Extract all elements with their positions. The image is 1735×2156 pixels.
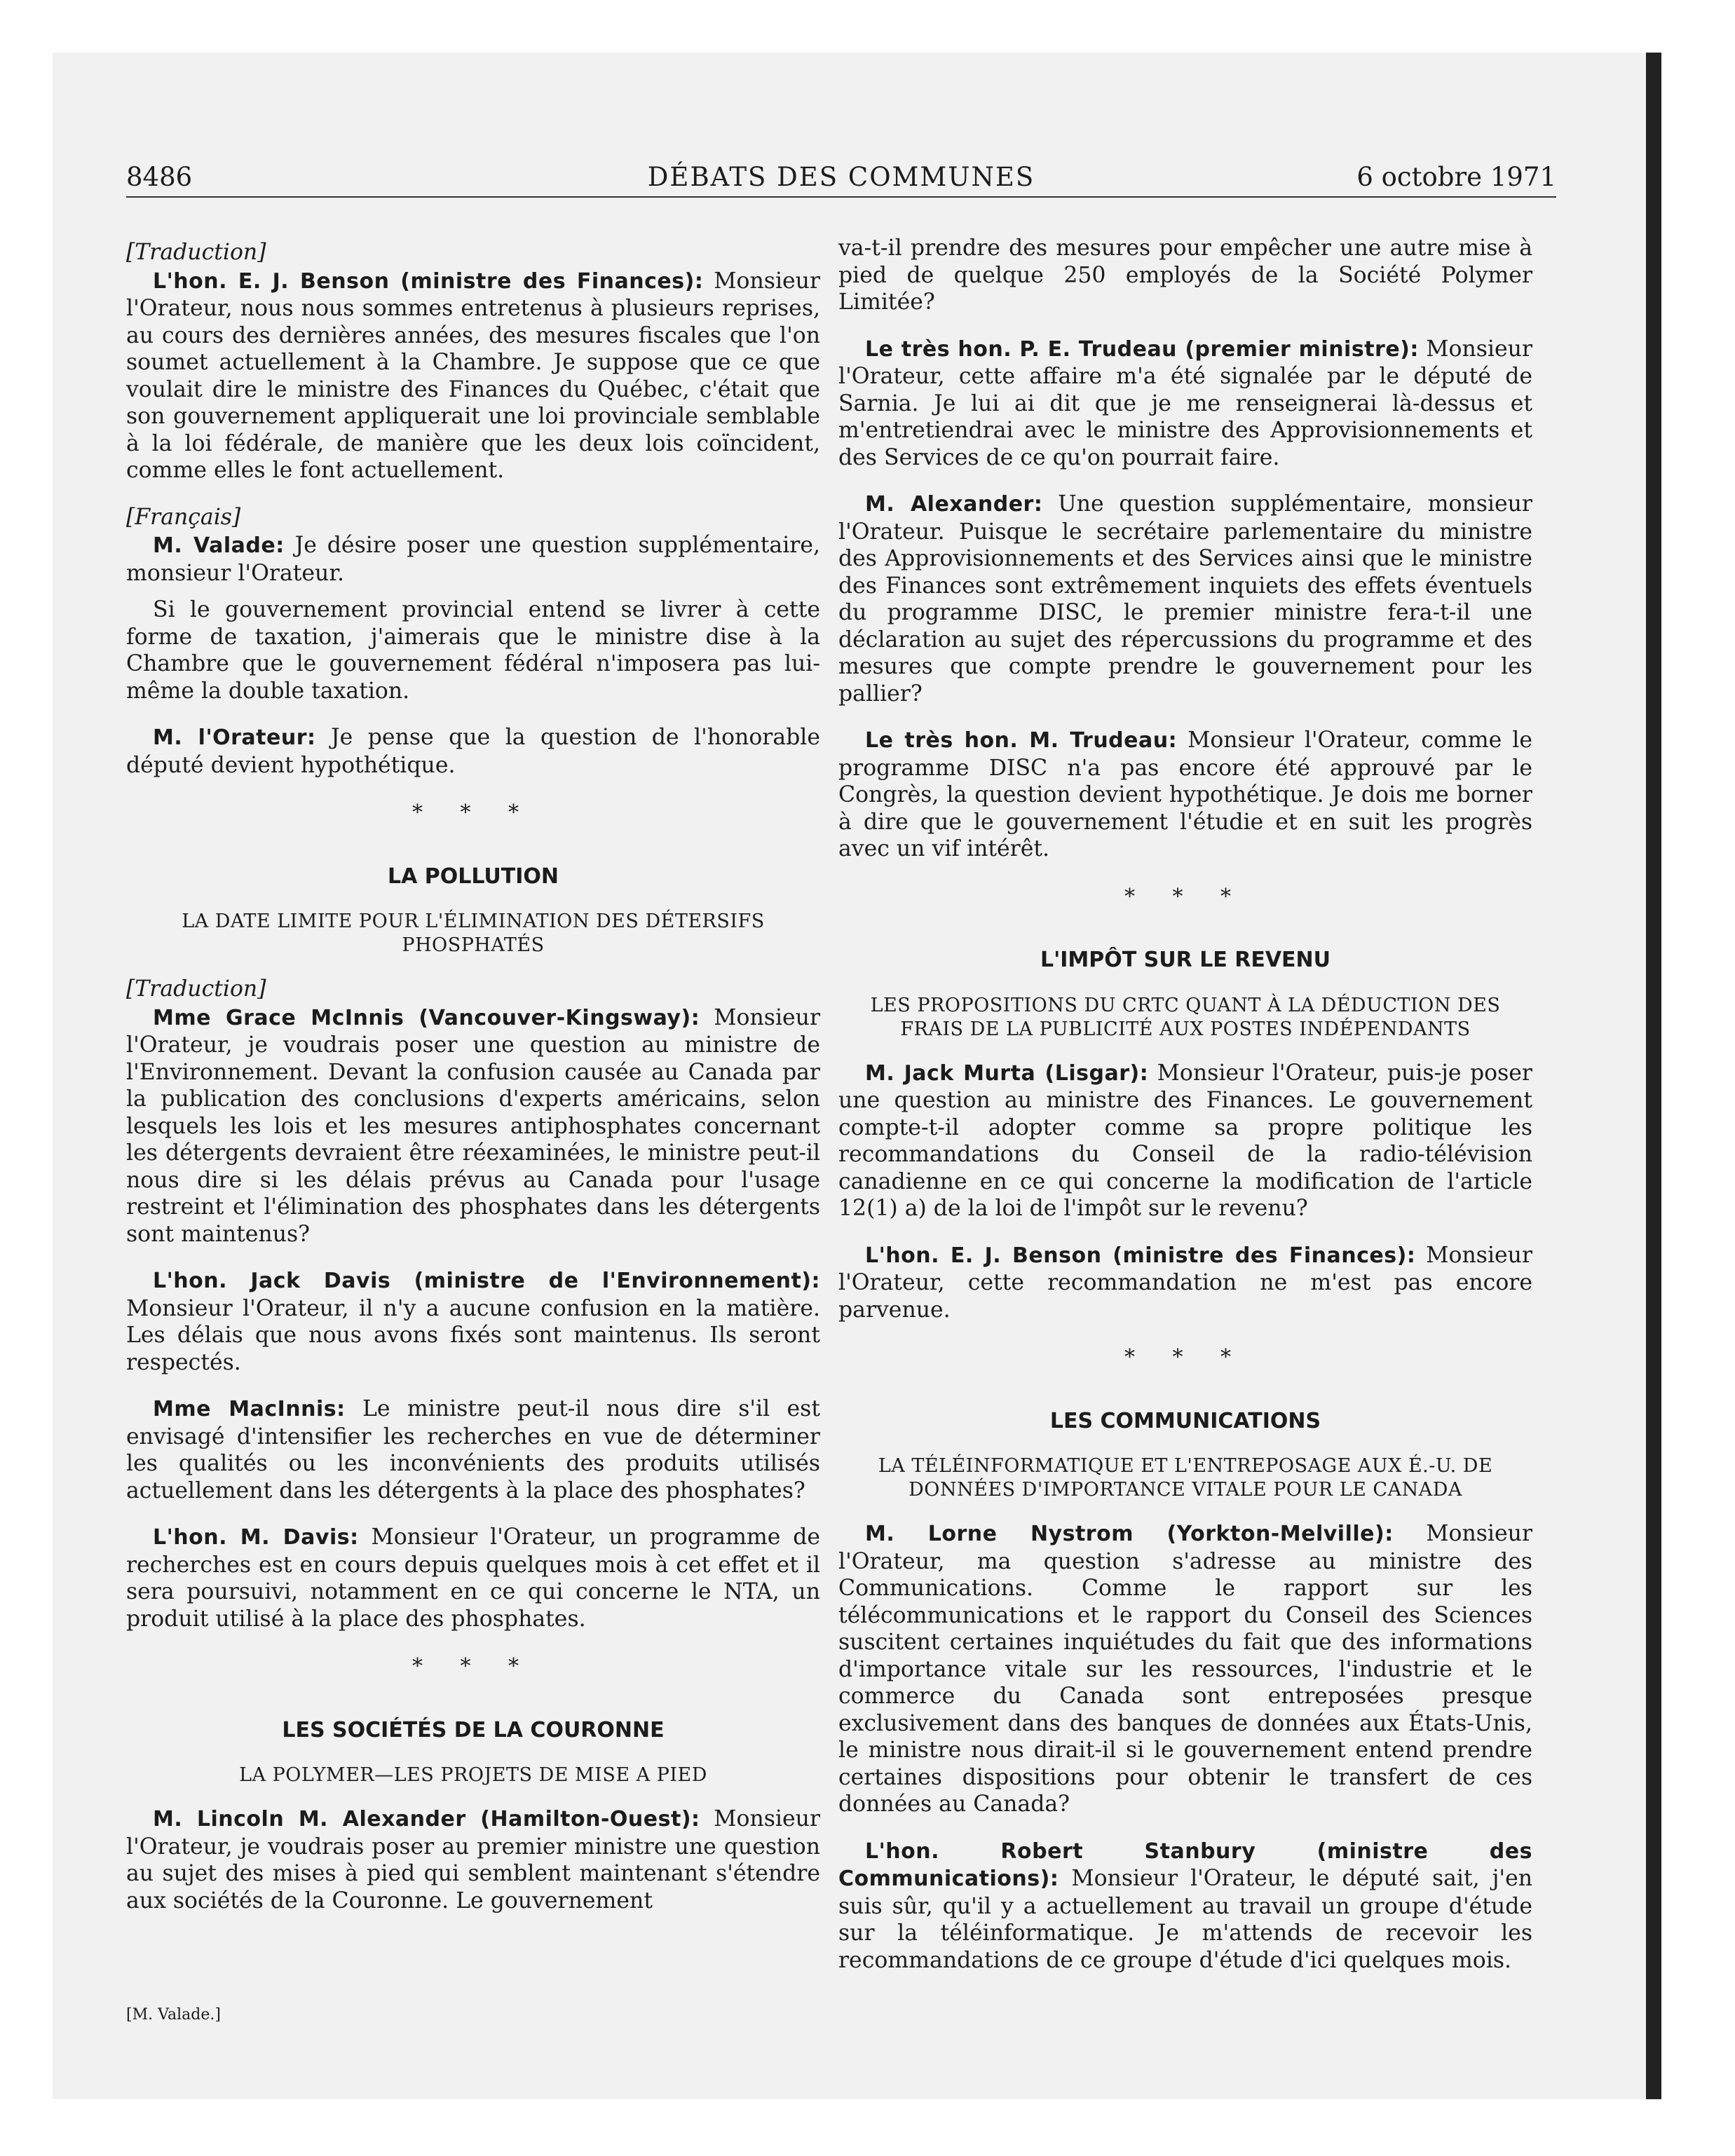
- paragraph: [838, 491, 1532, 707]
- speech-text: Monsieur l'Orateur, cette affaire m'a été signalée par le député de Sarnia. Je lui ai dit que je me renseignerai là-dessus et m'entretiendrai avec le ministre des Approvisionnements et des Services de ce qu'on pourrait faire.: [838, 336, 1532, 470]
- paragraph: [126, 1267, 820, 1376]
- paragraph: [126, 596, 820, 704]
- speaker-name: M. Valade:: [153, 533, 285, 558]
- speech-text: Je désire poser une question supplémentaire, monsieur l'Orateur.: [126, 533, 820, 586]
- paragraph: [126, 724, 820, 779]
- speech-text: Monsieur l'Orateur, comme le programme DISC n'a pas encore été approuvé par le Congrès, la question devient hypothétique. Je dois me borner à dire que le gouvernement l'étudie et en suit les progrès avec un vif intérêt.: [838, 728, 1532, 861]
- section-heading: LA POLLUTION: [387, 864, 559, 889]
- speech-text: Monsieur l'Orateur, je voudrais poser une question au ministre de l'Environnement. Devant la confusion causée au Canada par la publication des conclusions d'experts américains, selon lesquels les lois et les mesures antiphosphates concernant les détergents devraient être réexaminées, le ministre peut-il nous dire si les délais prévus au Canada pour l'usage restreint et l'élimination des phosphates dans les détergents sont maintenus?: [126, 1004, 821, 1247]
- issue-date: 6 octobre 1971: [1356, 162, 1556, 192]
- footnote: [M. Valade.]: [126, 2006, 221, 2024]
- speech-text: Monsieur l'Orateur, ma question s'adresse au ministre des Communications. Comme le rapport sur les télécommunications et le rapport du Conseil des Sciences suscitent certaines inquiétudes du fait que des informations d'importance vitale sur les ressources, l'industrie et le commerce du Canada sont entreposées presque exclusivement dans des banques de données aux États-Unis, le ministre nous dirait-il si le gouvernement entend prendre certaines dispositions pour obtenir le transfert de ces données au Canada?: [838, 1521, 1532, 1817]
- speaker-name: Le très hon. M. Trudeau:: [865, 728, 1178, 753]
- page-header: [126, 160, 1556, 198]
- publication-title: DÉBATS DES COMMUNES: [647, 162, 1035, 192]
- speaker-name: Le très hon. P. E. Trudeau (premier ministre):: [865, 336, 1419, 362]
- speaker-name: L'hon. Jack Davis (ministre de l'Environnement):: [153, 1269, 820, 1293]
- paragraph: [838, 235, 1532, 316]
- speech-text: Monsieur l'Orateur, puis-je poser une question au ministre des Finances. Le gouvernement compte-t-il adopter comme sa propre politique les recommandations du Conseil de la radio-télévision canadienne en ce qui concerne la modification de l'article 12(1) a) de la loi de l'impôt sur le revenu?: [838, 1060, 1532, 1221]
- section-heading: LES COMMUNICATIONS: [1049, 1408, 1321, 1433]
- speech-text: Monsieur l'Orateur, je voudrais poser au premier ministre une question au sujet des mises à pied qui semblent maintenant s'étendre aux sociétés de la Couronne. Le gouvernement: [126, 1806, 820, 1913]
- speech-text: Monsieur l'Orateur, cette recommandation ne m'est pas encore parvenue.: [838, 1242, 1533, 1323]
- speech-text: Monsieur l'Orateur, le député sait, j'en suis sûr, qu'il y a actuellement au travail un groupe d'étude sur la téléinformatique. Je m'attends de recevoir les recommandations de ce groupe d'étude d'ici quelques mois.: [838, 1866, 1533, 1973]
- right-column: [838, 235, 1532, 1993]
- speaker-name: M. Alexander:: [865, 492, 1043, 517]
- left-column: [126, 235, 820, 1934]
- paragraph: [126, 1806, 820, 1914]
- paragraph: [126, 268, 820, 484]
- page-number: 8486: [126, 162, 193, 192]
- speaker-name: M. Jack Murta (Lisgar):: [865, 1060, 1149, 1086]
- section-subheading: LA DATE LIMITE POUR L'ÉLIMINATION DES DÉTERSIFS PHOSPHATÉS: [182, 910, 765, 956]
- section-heading: LES SOCIÉTÉS DE LA COURONNE: [282, 1717, 665, 1742]
- paragraph: [126, 532, 820, 587]
- language-tag: [Traduction]: [126, 240, 266, 265]
- speaker-name: Mme MacInnis:: [153, 1397, 346, 1421]
- speech-text: va-t-il prendre des mesures pour empêcher une autre mise à pied de quelque 250 employés de la Société Polymer Limitée?: [838, 236, 1532, 315]
- speech-text: Monsieur l'Orateur, nous nous sommes entretenus à plusieurs reprises, au cours des dernières années, des mesures fiscales que l'on soumet actuellement à la Chambre. Je suppose que ce que voulait dire le ministre des Finances du Québec, c'était que son gouvernement appliquerait une loi provinciale semblable à la loi fédérale, de manière que les deux lois coïncident, comme elles le font actuellement.: [126, 268, 821, 483]
- paragraph: [126, 1396, 820, 1504]
- paragraph: [126, 1524, 820, 1632]
- section-divider: * * *: [1124, 1345, 1247, 1370]
- speaker-name: Mme Grace McInnis (Vancouver-Kingsway):: [153, 1005, 700, 1030]
- language-tag: [Français]: [126, 504, 241, 530]
- section-divider: * * *: [411, 1654, 535, 1679]
- paragraph: [838, 727, 1532, 863]
- paragraph: [838, 1060, 1532, 1222]
- section-subheading: LA POLYMER—LES PROJETS DE MISE A PIED: [239, 1764, 707, 1786]
- speech-text: Je pense que la question de l'honorable député devient hypothétique.: [126, 725, 821, 778]
- scan-edge-shadow: [1646, 53, 1661, 2099]
- section-subheading: LES PROPOSITIONS DU CRTC QUANT À LA DÉDUCTION DES FRAIS DE LA PUBLICITÉ AUX POSTES INDÉPENDANTS: [870, 994, 1501, 1040]
- speaker-name: M. Lincoln M. Alexander (Hamilton-Ouest):: [153, 1807, 700, 1831]
- section-heading: L'IMPÔT SUR LE REVENU: [1040, 948, 1331, 972]
- speaker-name: M. Lorne Nystrom (Yorkton-Melville):: [865, 1522, 1394, 1546]
- speech-text: Monsieur l'Orateur, il n'y a aucune confusion en la matière. Les délais que nous avons fixés sont maintenus. Ils seront respectés.: [126, 1295, 820, 1375]
- speaker-name: L'hon. M. Davis:: [153, 1525, 359, 1550]
- speaker-name: L'hon. E. J. Benson (ministre des Finances):: [865, 1243, 1416, 1268]
- paragraph: [838, 1838, 1532, 1974]
- speech-text: Monsieur l'Orateur, un programme de recherches est en cours depuis quelques mois à cet effet et il sera poursuivi, notamment en ce qui concerne le NTA, un produit utilisé à la place des phosphates.: [126, 1524, 821, 1632]
- paragraph: [126, 1004, 820, 1248]
- speaker-name: L'hon. E. J. Benson (ministre des Finances):: [153, 268, 704, 294]
- speaker-name: M. l'Orateur:: [153, 725, 316, 750]
- paragraph: [838, 336, 1532, 472]
- speech-text: Une question supplémentaire, monsieur l'Orateur. Puisque le secrétaire parlementaire du ministre des Approvisionnements et des Services ainsi que le ministre des Finances sont extrêmement inquiets des effets éventuels du programme DISC, le premier ministre fera-t-il une déclaration au sujet des répercussions du programme et des mesures que compte prendre le gouvernement pour les pallier?: [838, 491, 1532, 707]
- paragraph: [838, 1242, 1532, 1324]
- section-divider: * * *: [1124, 884, 1247, 909]
- speaker-name: L'hon. Robert Stanbury (ministre des Communications):: [838, 1838, 1532, 1891]
- section-subheading: LA TÉLÉINFORMATIQUE ET L'ENTREPOSAGE AUX É.-U. DE DONNÉES D'IMPORTANCE VITALE POUR LE CANADA: [878, 1455, 1493, 1501]
- speech-text: Si le gouvernement provincial entend se livrer à cette forme de taxation, j'aimerais que le ministre dise à la Chambre que le gouvernement fédéral n'imposera pas lui-même la double taxation.: [126, 597, 820, 704]
- speech-text: Le ministre peut-il nous dire s'il est envisagé d'intensifier les recherches en vue de déterminer les qualités ou les inconvénients des produits utilisés actuellement dans les détergents à la place des phosphates?: [126, 1396, 820, 1503]
- paragraph: [838, 1520, 1532, 1818]
- language-tag: [Traduction]: [126, 976, 266, 1002]
- section-divider: * * *: [411, 800, 535, 825]
